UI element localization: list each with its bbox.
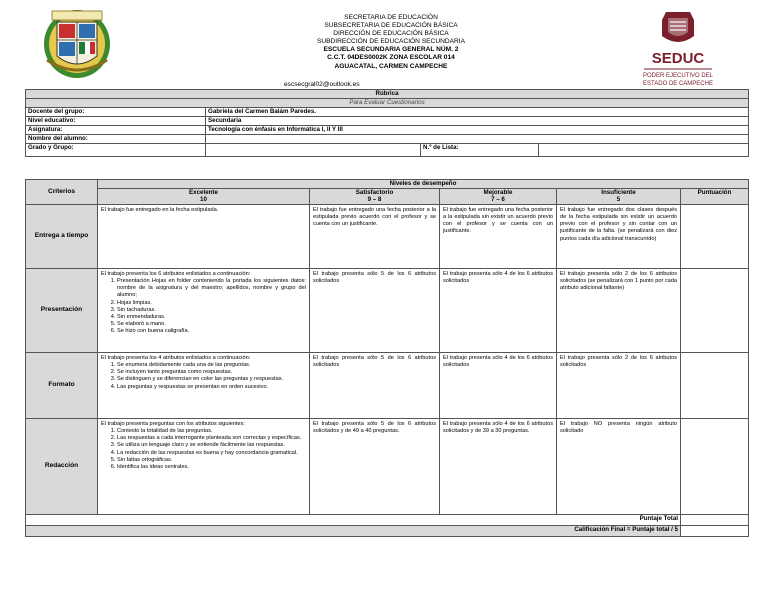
info-label: Grado y Grupo: <box>26 144 206 157</box>
cell-intro: El trabajo presenta los 4 atributos enlistados a continuación: <box>101 354 251 361</box>
list-item: 4. Las preguntas y respuestas se presentan en orden sucesivo. <box>117 384 306 391</box>
school-header <box>250 14 532 71</box>
criterion-label: Presentación <box>26 268 98 352</box>
points-field[interactable] <box>681 204 749 268</box>
header-line: DIRECCIÓN DE EDUCACIÓN BÁSICA <box>333 30 449 38</box>
school-email: escsecgral02@outlook.es <box>284 81 360 88</box>
list-item: 3. Se distinguen y se diferencian en color las preguntas y respuestas. <box>117 376 306 383</box>
level-excelente: Excelente 10 <box>98 188 310 204</box>
seduc-emblem-icon <box>662 12 694 42</box>
attribute-list <box>101 428 306 471</box>
final-grade-label: Calificación Final = Puntaje total / 5 <box>26 525 681 536</box>
list-item: 1. Presentación Hojas en folder conteniendo la portada los siguientes datos: nombre de la asignatura y del maestro; apellidos, nombre y grupo del alumno; <box>117 278 306 300</box>
list-item: 4. La redacción de las respuestas es buena y hay concordancia gramatical. <box>117 450 306 457</box>
info-label: Docente del grupo: <box>26 108 206 117</box>
cell-satisfactorio: El trabajo presenta sólo 5 de los 6 atributos solicitados <box>310 352 440 418</box>
school-crest-icon <box>42 8 112 80</box>
list-number-field[interactable] <box>539 144 749 157</box>
cell-excelente <box>98 418 310 514</box>
header-line: SUBDIRECCIÓN DE EDUCACIÓN SECUNDARIA <box>316 38 465 46</box>
cell-intro: El trabajo presenta los 6 atributos enlistados a continuación: <box>101 270 251 277</box>
list-item: 6. Identifica las ideas centrales. <box>117 464 306 471</box>
seduc-title: SEDUC <box>651 50 705 67</box>
list-item: 2. Se incluyen tanto preguntas como respuestas. <box>117 369 306 376</box>
level-mejorable: Mejorable 7 – 6 <box>440 188 557 204</box>
points-header: Puntuación <box>681 188 749 204</box>
list-item: 6. Se hizo con buena caligrafía. <box>117 328 306 335</box>
cell-satisfactorio: El trabajo presenta sólo 5 de los 6 atributos solicitados y de 49 a 40 preguntas. <box>310 418 440 514</box>
header-line: C.C.T. 04DES0002K ZONA ESCOLAR 014 <box>327 54 455 62</box>
info-table <box>25 89 749 157</box>
cell-insuficiente: El trabajo presenta sólo 2 de los 6 atributos solicitados (se penalizará con 1 punto por cada atributo adicional faltante) <box>557 268 681 352</box>
info-value: Gabriela del Carmen Balám Paredes. <box>206 108 749 117</box>
info-value: Tecnología con énfasis en Informática I, II Y III <box>206 126 749 135</box>
cell-excelente: El trabajo fue entregado en la fecha estipulada. <box>98 204 310 268</box>
cell-excelente <box>98 352 310 418</box>
list-item: 5. Sin faltas ortográficas. <box>117 457 306 464</box>
cell-mejorable: El trabajo presenta sólo 4 de los 6 atributos solicitados <box>440 352 557 418</box>
points-field[interactable] <box>681 418 749 514</box>
level-satisfactorio: Satisfactorio 9 – 8 <box>310 188 440 204</box>
points-field[interactable] <box>681 268 749 352</box>
list-item: 5. Se elaboró a mano. <box>117 321 306 328</box>
info-subtitle: Para Evaluar Cuestionarios <box>26 99 749 108</box>
list-item: 2. Las respuestas a cada interrogante planteada son correctas y específicas. <box>117 435 306 442</box>
seduc-logo <box>636 6 720 92</box>
levels-header: Niveles de desempeño <box>98 180 749 189</box>
seduc-sub1: PODER EJECUTIVO DEL <box>642 73 714 79</box>
grupo-field[interactable] <box>206 144 421 157</box>
cell-intro: El trabajo presenta preguntas con los atributos siguientes: <box>101 420 245 427</box>
final-grade-field[interactable] <box>681 525 749 536</box>
cell-mejorable: El trabajo presenta sólo 4 de los 6 atributos solicitados <box>440 268 557 352</box>
points-field[interactable] <box>681 352 749 418</box>
list-number-label: N.º de Lista: <box>421 144 539 157</box>
info-label: Nombre del alumno: <box>26 135 206 144</box>
total-field[interactable] <box>681 514 749 525</box>
student-name-field[interactable] <box>206 135 749 144</box>
rubric-table <box>25 179 749 537</box>
cell-insuficiente: El trabajo presenta sólo 2 de los 6 atributos solicitados <box>557 352 681 418</box>
criteria-header: Criterios <box>26 180 98 205</box>
header-line: AGUACATAL, CARMEN CAMPECHE <box>334 62 448 70</box>
criterion-label: Entrega a tiempo <box>26 204 98 268</box>
cell-satisfactorio: El trabajo presenta sólo 5 de los 6 atributos solicitados <box>310 268 440 352</box>
header-line: SUBSECRETARIA DE EDUCACIÓN BÁSICA <box>324 22 458 30</box>
list-item: 1. Se enumera debidamente cada una de las preguntas. <box>117 362 306 369</box>
info-title: Rúbrica <box>26 90 749 99</box>
total-label: Puntaje Total <box>26 514 681 525</box>
criterion-label: Formato <box>26 352 98 418</box>
cell-mejorable: El trabajo presenta sólo 4 de los 6 atributos solicitados y de 39 a 30 preguntas. <box>440 418 557 514</box>
list-item: 3. Se utiliza un lenguaje claro y se entiende fácilmente las respuestas. <box>117 442 306 449</box>
cell-insuficiente: El trabajo NO presenta ningún atributo solicitado <box>557 418 681 514</box>
cell-excelente <box>98 268 310 352</box>
criterion-label: Redacción <box>26 418 98 514</box>
list-item: 3. Sin tachaduras. <box>117 307 306 314</box>
info-label: Asignatura: <box>26 126 206 135</box>
list-item: 1. Contesto la totalidad de las preguntas. <box>117 428 306 435</box>
cell-insuficiente: El trabajo fue entregado dos clases después de la fecha estipulada sin existir un acuerdo previo con el profesor y sin contar con un justificante de la falta. (se penalizará con diez puntos cada día adicional transcurrido) <box>557 204 681 268</box>
list-item: 4. Sin enmendaduras. <box>117 314 306 321</box>
seduc-sub2: ESTADO DE CAMPECHE <box>643 81 713 87</box>
list-item: 2. Hojas limpias. <box>117 300 306 307</box>
header-line: ESCUELA SECUNDARIA GENERAL NÚM. 2 <box>323 46 459 54</box>
attribute-list <box>101 278 306 336</box>
info-value: Secundaria <box>206 117 749 126</box>
cell-satisfactorio: El trabajo fue entregado una fecha posterior a la estipulada previo acuerdo con el profesor y se cuenta con un justificante. <box>310 204 440 268</box>
level-insuficiente: Insuficiente 5 <box>557 188 681 204</box>
info-label: Nivel educativo: <box>26 117 206 126</box>
attribute-list <box>101 362 306 391</box>
cell-mejorable: El trabajo fue entregado una fecha posterior a la estipulada sin existir un acuerdo previo con el profesor y se cuenta con un justificante. <box>440 204 557 268</box>
header-line: SECRETARIA DE EDUCACIÓN <box>344 14 438 21</box>
